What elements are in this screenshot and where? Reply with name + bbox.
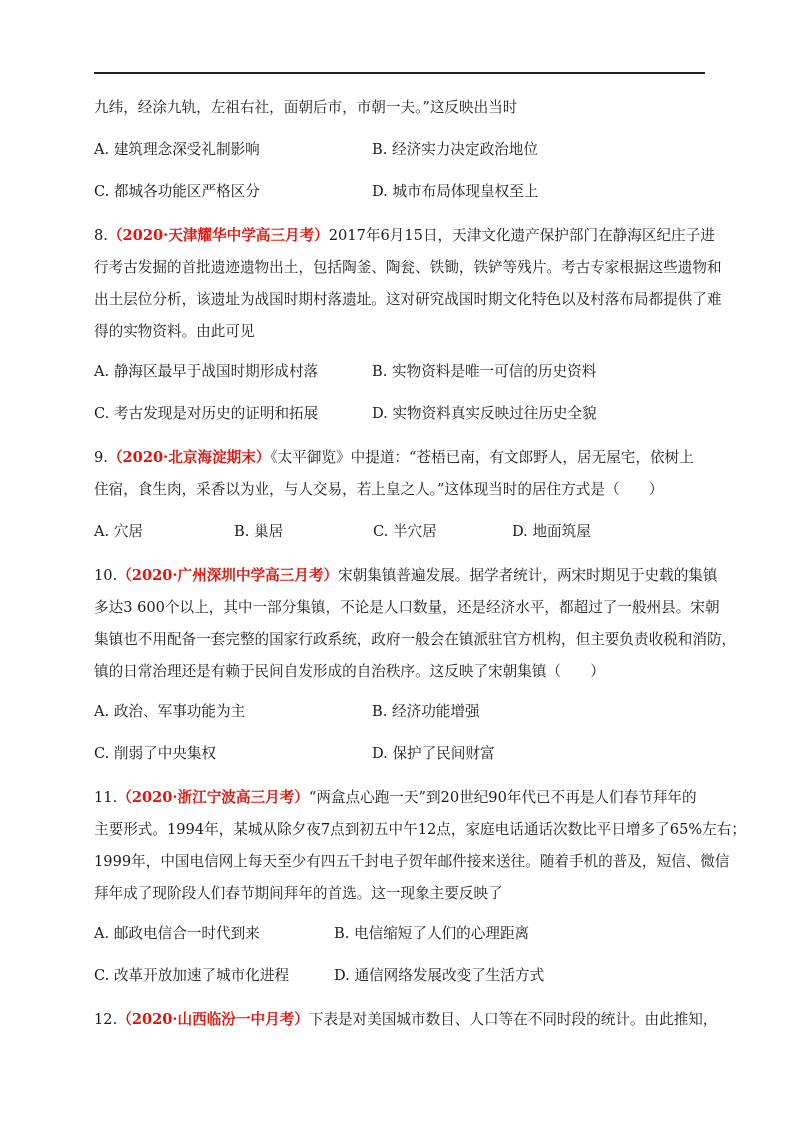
q8-option-b: B. 实物资料是唯一可信的历史资料 [372,363,597,380]
q7-option-a: A. 建筑理念深受礼制影响 [94,141,260,158]
header-rule [94,72,705,74]
q11-number: 11. [94,789,118,806]
q10-option-c: C. 削弱了中央集权 [94,745,217,762]
q8-stem-line-2: 行考古发掘的首批遗迹遗物出土，包括陶釜、陶瓮、铁锄，铁铲等残片。考古专家根据这些遗物和 [94,259,722,276]
q12-source-tag: （2020·山西临汾一中月考） [117,1011,309,1028]
q7-stem-tail: 九纬，经涂九轨，左祖右社，面朝后市，市朝一夫。”这反映出当时 [94,99,518,116]
q10-number: 10. [94,567,118,584]
q11-option-c: C. 改革开放加速了城市化进程 [94,967,290,984]
q9-stem-line-2: 住宿，食生肉，采香以为业，与人交易，若上皇之人。”这体现当时的居住方式是（ ） [94,481,664,498]
q10-option-d: D. 保护了民间财富 [372,745,495,762]
q9-option-b: B. 巢居 [234,523,284,540]
q11-stem-line-4: 拜年成了现阶段人们春节期间拜年的首选。这一现象主要反映了 [94,885,503,902]
q10-option-b: B. 经济功能增强 [372,703,480,720]
q11-option-b: B. 电信缩短了人们的心理距离 [334,925,530,942]
q8-stem-line-1 [94,226,714,246]
q10-stem-line-4: 镇的日常治理还是有赖于民间自发形成的自治秩序。这反映了宋朝集镇（ ） [94,663,605,680]
q10-option-a: A. 政治、军事功能为主 [94,703,246,720]
q11-option-a: A. 邮政电信合一时代到来 [94,925,260,942]
q8-option-c: C. 考古发现是对历史的证明和拓展 [94,405,319,422]
q10-stem-line-3: 集镇也不用配备一套完整的国家行政系统，政府一般会在镇派驻官方机构，但主要负责收税和消防， [94,631,737,648]
q11-stem-line-2: 主要形式。1994年，某城从除夕夜7点到初五中午12点，家庭电话通话次数比平日增多了65%左右； [94,821,746,838]
q8-stem-line-4: 得的实物资料。由此可见 [94,323,255,340]
q11-source-tag: （2020·浙江宁波高三月考） [117,789,309,806]
q10-source-tag: （2020·广州深圳中学高三月考） [117,567,339,584]
q10-stem-line-2: 多达3 600个以上，其中一部分集镇，不论是人口数量，还是经济水平，都超过了一般州县。宋朝 [94,599,720,616]
q11-stem-line-1 [94,788,714,808]
q11-stem-line-3: 1999年，中国电信网上每天至少有四五千封电子贺年邮件接来送往。随着手机的普及，短信、微信 [94,853,730,870]
q7-option-b: B. 经济实力决定政治地位 [372,141,538,158]
q9-number: 9. [94,449,108,466]
q11-text-1: “两盒点心跑一天”到20世纪90年代已不再是人们春节拜年的 [308,789,697,806]
q8-source-tag: （2020·天津耀华中学高三月考） [107,227,329,244]
q9-text-1: 《太平御览》中提道：“苍梧已南，有文郎野人，居无屋宅，依树上 [270,449,694,466]
q8-option-a: A. 静海区最早于战国时期形成村落 [94,363,319,380]
q9-option-c: C. 半穴居 [373,523,437,540]
q8-number: 8. [94,227,108,244]
q12-stem-line-1 [94,1010,718,1030]
q12-number: 12. [94,1011,118,1028]
q9-option-a: A. 穴居 [94,523,144,540]
q11-option-d: D. 通信网络发展改变了生活方式 [334,967,545,984]
q10-text-1: 宋朝集镇普遍发展。据学者统计，两宋时期见于史载的集镇 [338,567,718,584]
q9-source-tag: （2020·北京海淀期末） [107,449,271,466]
q7-option-c: C. 都城各功能区严格区分 [94,183,260,200]
q8-text-1: 2017年6月15日，天津文化遗产保护部门在静海区纪庄子进 [328,227,715,244]
q8-option-d: D. 实物资料真实反映过往历史全貌 [372,405,597,422]
q9-stem-line-1 [94,448,714,468]
q12-text-1: 下表是对美国城市数目、人口等在不同时段的统计。由此推知， [308,1011,718,1028]
q9-option-d: D. 地面筑屋 [512,523,591,540]
q7-option-d: D. 城市布局体现皇权至上 [372,183,539,200]
q10-stem-line-1 [94,566,718,586]
q8-stem-line-3: 出土层位分析，该遗址为战国时期村落遗址。这对研究战国时期文化特色以及村落布局都提供了难 [94,291,722,308]
